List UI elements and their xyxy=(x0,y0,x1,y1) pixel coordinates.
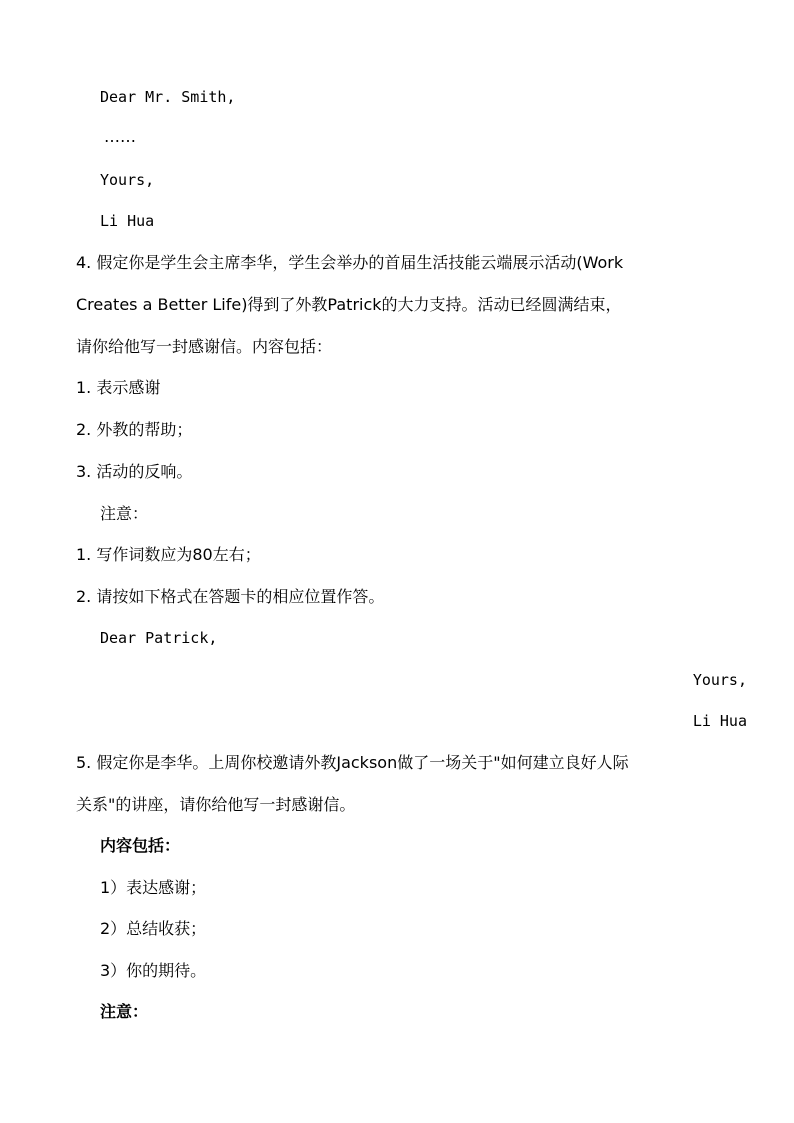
q4-item-2: 2. 外教的帮助； xyxy=(76,420,193,439)
q5-item-3: 3）你的期待。 xyxy=(100,961,207,980)
q5-content-heading: 内容包括： xyxy=(100,836,181,855)
q5-prompt-line2: 关系"的讲座，请你给他写一封感谢信。 xyxy=(76,795,356,814)
q5-item-2: 2）总结收获； xyxy=(100,919,207,938)
q4-note-2: 2. 请按如下格式在答题卡的相应位置作答。 xyxy=(76,587,385,606)
letter1-signature: Li Hua xyxy=(100,212,155,230)
q4-item-3: 3. 活动的反响。 xyxy=(76,462,193,481)
q4-prompt-line3: 请你给他写一封感谢信。内容包括： xyxy=(76,337,333,356)
q4-prompt-line2: Creates a Better Life)得到了外教Patrick的大力支持。活动已经圆满结束， xyxy=(76,295,622,314)
q4-salutation: Dear Patrick, xyxy=(100,629,218,647)
q4-item-1: 1. 表示感谢 xyxy=(76,378,161,397)
q5-prompt-line1: 5. 假定你是李华。上周你校邀请外教Jackson做了一场关于"如何建立良好人际 xyxy=(76,753,629,772)
q4-note-heading: 注意： xyxy=(100,504,149,523)
q4-closing: Yours, xyxy=(692,671,747,689)
letter1-closing: Yours, xyxy=(100,171,155,189)
q4-signature: Li Hua xyxy=(692,712,747,730)
q4-prompt-line1: 4. 假定你是学生会主席李华，学生会举办的首届生活技能云端展示活动(Work xyxy=(76,253,624,272)
q4-note-1: 1. 写作词数应为80左右； xyxy=(76,545,261,564)
q5-note-heading: 注意： xyxy=(100,1002,149,1021)
q5-item-1: 1）表达感谢； xyxy=(100,878,207,897)
letter1-ellipsis: …… xyxy=(104,127,136,146)
letter1-salutation: Dear Mr. Smith, xyxy=(100,88,236,106)
